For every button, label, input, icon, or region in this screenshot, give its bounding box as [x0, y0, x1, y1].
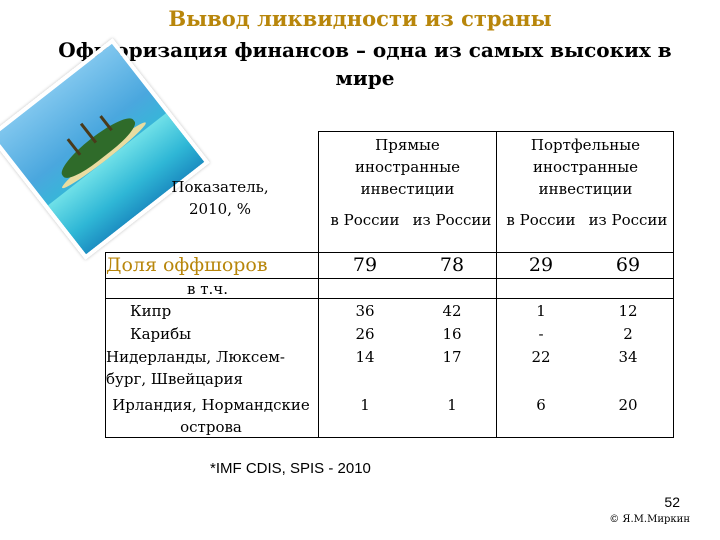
offshore-pfi-from: 69	[615, 254, 641, 276]
cell: 17	[442, 348, 462, 366]
subheader-fdi-to: в России	[330, 211, 400, 229]
header-portfolio: Портфельные иностранные инвестиции	[530, 136, 641, 198]
offshore-pfi-to: 29	[528, 254, 554, 276]
row-label-cyprus: Кипр	[130, 302, 172, 320]
cell: 12	[618, 302, 638, 320]
offshore-share-label: Доля оффшоров	[106, 254, 268, 276]
copyright: © Я.М.Миркин	[609, 514, 690, 525]
cell: 26	[355, 325, 375, 343]
cell: 14	[355, 348, 375, 366]
indicator-header: Показатель, 2010, %	[171, 178, 269, 218]
header-fdi: Прямые иностранные инвестиции	[354, 136, 461, 198]
including-label: в т.ч.	[187, 280, 228, 298]
subheader-fdi-from: из России	[412, 211, 492, 229]
row-label-netherlands: Нидерланды, Люксем-бург, Швейцария	[106, 348, 285, 388]
cell: 1	[536, 302, 546, 320]
subheader-pfi-to: в России	[506, 211, 576, 229]
slide-subtitle: Офшоризация финансов – одна из самых высоких в мире	[58, 38, 672, 90]
cell: 34	[618, 348, 638, 366]
row-label-caribbean: Карибы	[130, 325, 192, 343]
page-number: 52	[664, 494, 680, 510]
cell: 22	[531, 348, 551, 366]
cell: 42	[442, 302, 462, 320]
cell: 36	[355, 302, 375, 320]
subheader-pfi-from: из России	[588, 211, 668, 229]
cell: 2	[623, 325, 633, 343]
cell: 6	[536, 396, 546, 414]
cell: 20	[618, 396, 638, 414]
cell: 1	[360, 396, 370, 414]
cell: 1	[447, 396, 457, 414]
offshore-fdi-to: 79	[352, 254, 378, 276]
footnote: *IMF CDIS, SPIS - 2010	[210, 460, 371, 477]
cell: -	[538, 325, 544, 343]
offshore-fdi-from: 78	[439, 254, 465, 276]
slide-title: Вывод ликвидности из страны	[168, 6, 552, 31]
cell: 16	[442, 325, 462, 343]
row-label-ireland: Ирландия, Нормандские острова	[112, 396, 310, 436]
